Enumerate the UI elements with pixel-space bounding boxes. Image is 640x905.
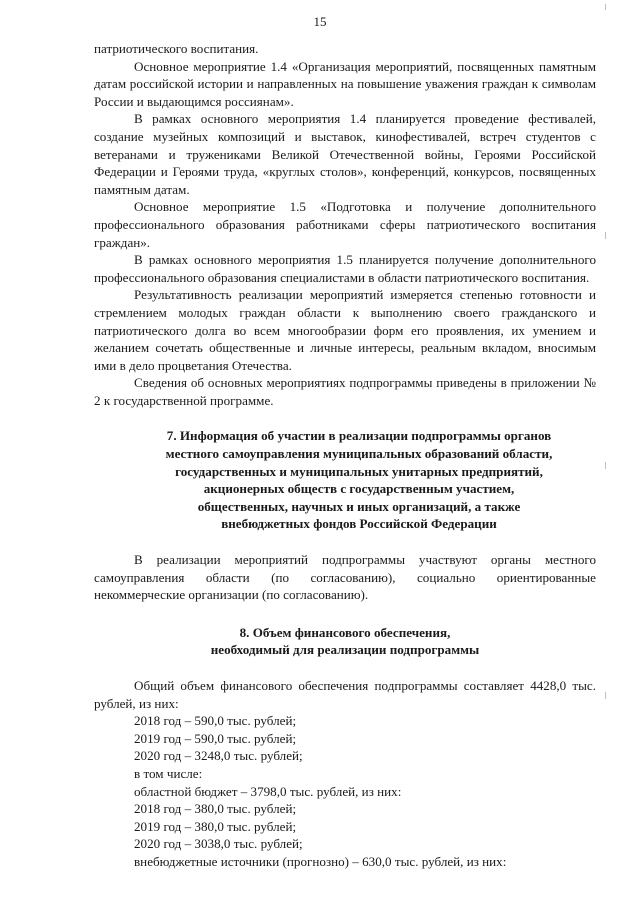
section-7-heading [94,427,596,533]
heading-line: акционерных обществ с государственным участием, [203,481,515,497]
document-body [94,40,596,871]
paragraph: Сведения об основных мероприятиях подпрограммы приведены в приложении № 2 к государственной программе. [94,375,596,408]
section-8-intro: Общий объем финансового обеспечения подпрограммы составляет 4428,0 тыс. рублей, из них: [94,678,596,711]
funding-line: 2018 год – 590,0 тыс. рублей; [134,713,297,729]
scan-edge-mark [605,692,606,699]
scan-edge-mark [605,462,606,469]
funding-line: в том числе: [134,765,203,781]
funding-line: областной бюджет – 3798,0 тыс. рублей, из них: [134,783,402,799]
paragraph: В рамках основного мероприятия 1.4 планируется проведение фестивалей, создание музейных композиций и выставок, кинофестивалей, встреч студентов с ветеранами и тружениками Великой Отечественной войны, Героями Российской Федерации и Героями труда, «круглых столов», конференций, конкурсов, посвященных памятным датам. [94,111,596,197]
scan-edge-mark [605,4,606,10]
page-number: 15 [313,14,327,29]
scan-edge-mark [605,232,606,239]
funding-line: 2020 год – 3248,0 тыс. рублей; [134,748,303,764]
heading-line: местного самоуправления муниципальных образований области, [165,446,553,462]
funding-line: внебюджетные источники (прогнозно) – 630,0 тыс. рублей, из них: [134,853,507,869]
heading-line: 7. Информация об участии в реализации подпрограммы органов [166,428,552,444]
section-7-text: В реализации мероприятий подпрограммы участвуют органы местного самоуправления области (по согласованию), социально ориентированные некоммерческие организации (по согласованию). [94,552,596,603]
heading-line: 8. Объем финансового обеспечения, [239,624,451,640]
heading-line: внебюджетных фондов Российской Федерации [221,516,497,532]
paragraph: Результативность реализации мероприятий измеряется степенью готовности и стремлением молодых граждан области к выполнению своего гражданского и патриотического долга во всем многообразии форм его проявления, их умением и желанием сочетать общественные и личные интересы, реальным вкладом, вносимым ими в дело процветания Отечества. [94,287,596,373]
paragraph: Основное мероприятие 1.5 «Подготовка и получение дополнительного профессионального образования работниками сферы патриотического воспитания граждан». [94,199,596,250]
section-8-heading [94,624,596,659]
funding-line: 2019 год – 590,0 тыс. рублей; [134,730,297,746]
heading-line: общественных, научных и иных организаций, а также [197,498,521,514]
heading-line: необходимый для реализации подпрограммы [210,642,480,658]
paragraph: патриотического воспитания. [94,41,259,56]
funding-line: 2020 год – 3038,0 тыс. рублей; [134,836,303,852]
funding-line: 2018 год – 380,0 тыс. рублей; [134,801,297,817]
heading-line: государственных и муниципальных унитарных предприятий, [175,463,543,479]
paragraph: В рамках основного мероприятия 1.5 планируется получение дополнительного профессионального образования специалистами в области патриотического воспитания. [94,252,596,285]
funding-line: 2019 год – 380,0 тыс. рублей; [134,818,297,834]
paragraph: Основное мероприятие 1.4 «Организация мероприятий, посвященных памятным датам российской истории и направленных на повышение уважения граждан к символам России и выдающимся россиянам». [94,58,596,109]
